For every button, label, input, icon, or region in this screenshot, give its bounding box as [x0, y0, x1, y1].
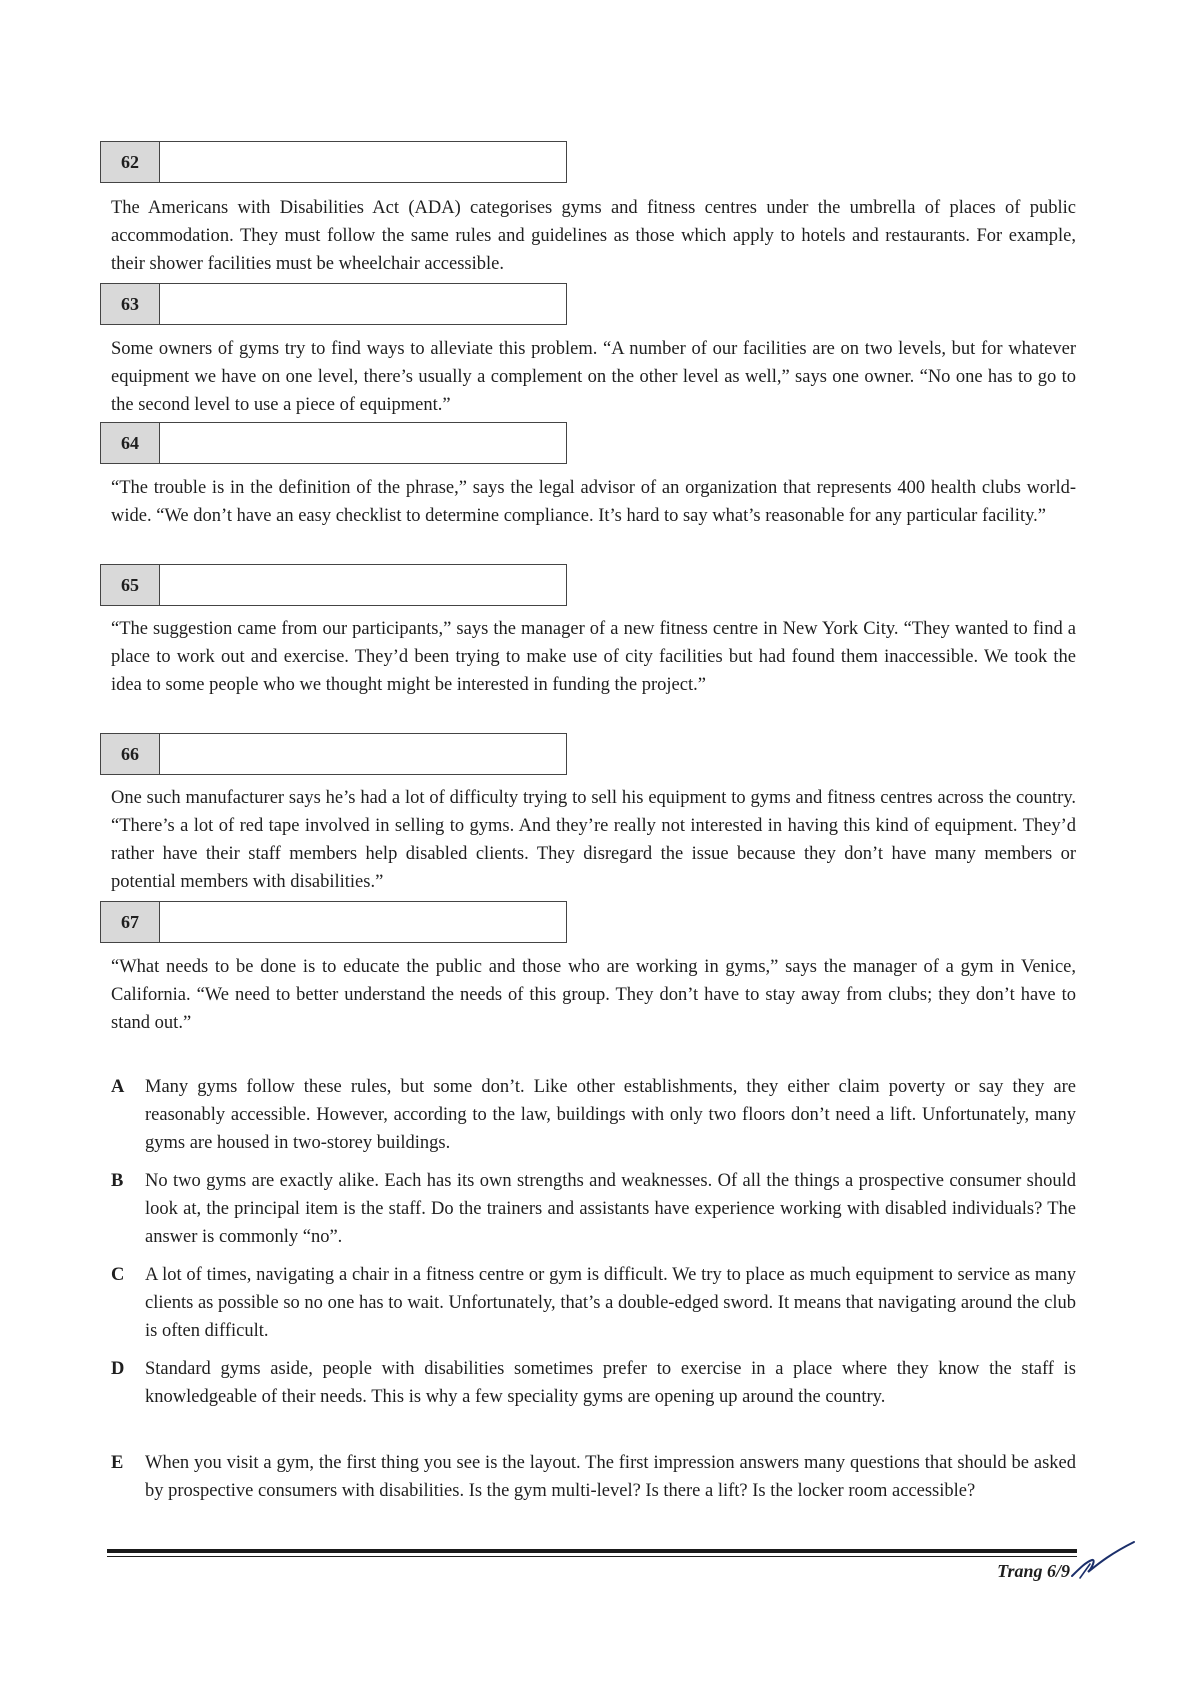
answer-blank[interactable] [160, 284, 566, 324]
option-text: A lot of times, navigating a chair in a fitness centre or gym is difficult. We try to place as much equipment to service as many clients as possible so no one has to wait. Unfortunately, that’s a double-edged sword. It means that navigating around the club is often difficult. [145, 1265, 1076, 1341]
question-number: 65 [101, 565, 160, 605]
footer-rule-thin [107, 1556, 1077, 1557]
gap-65 [100, 564, 567, 606]
gap-63 [100, 283, 567, 325]
signature-icon [1070, 1538, 1136, 1582]
option-letter: C [111, 1265, 125, 1285]
option-letter: D [111, 1359, 125, 1379]
answer-box [100, 422, 567, 464]
option-text: Standard gyms aside, people with disabilities sometimes prefer to exercise in a place where they know the staff is knowledgeable of their needs. This is why a few speciality gyms are opening up around the country. [145, 1359, 1076, 1407]
question-number: 67 [101, 902, 160, 942]
gap-66 [100, 733, 567, 775]
page-number: Trang 6/9 [997, 1561, 1070, 1581]
question-number: 64 [101, 423, 160, 463]
answer-blank[interactable] [160, 902, 566, 942]
question-number: 62 [101, 142, 160, 182]
option-text: Many gyms follow these rules, but some don’t. Like other establishments, they either claim poverty or say they are reasonably accessible. However, according to the law, buildings with only two floors don’t need a lift. Unfortunately, many gyms are housed in two-storey buildings. [145, 1077, 1076, 1153]
answer-blank[interactable] [160, 142, 566, 182]
paragraph-65: “The suggestion came from our participants,” says the manager of a new fitness centre in New York City. “They wanted to find a place to work out and exercise. They’d been trying to make use of city facilities but had found them inaccessible. We took the idea to some people who we thought might be interested in funding the project.” [111, 619, 1076, 695]
answer-blank[interactable] [160, 423, 566, 463]
answer-box [100, 733, 567, 775]
question-number: 63 [101, 284, 160, 324]
paragraph-64: “The trouble is in the definition of the phrase,” says the legal advisor of an organization that represents 400 health clubs world-wide. “We don’t have an easy checklist to determine compliance. It’s hard to say what’s reasonable for any particular facility.” [111, 478, 1076, 526]
option-letter: E [111, 1453, 124, 1473]
answer-box [100, 564, 567, 606]
paragraph-62: The Americans with Disabilities Act (ADA) categorises gyms and fitness centres under the umbrella of places of public accommodation. They must follow the same rules and guidelines as those which apply to hotels and restaurants. For example, their shower facilities must be wheelchair accessible. [111, 198, 1076, 274]
answer-box [100, 141, 567, 183]
footer-rule-thick [107, 1549, 1077, 1553]
answer-blank[interactable] [160, 565, 566, 605]
question-number: 66 [101, 734, 160, 774]
gap-67 [100, 901, 567, 943]
answer-box [100, 283, 567, 325]
answer-blank[interactable] [160, 734, 566, 774]
gap-62 [100, 141, 567, 183]
paragraph-63: Some owners of gyms try to find ways to alleviate this problem. “A number of our facilities are on two levels, but for whatever equipment we have on one level, there’s usually a complement on the other level as well,” says one owner. “No one has to go to the second level to use a piece of equipment.” [111, 339, 1076, 415]
gap-64 [100, 422, 567, 464]
option-letter: B [111, 1171, 124, 1191]
option-letter: A [111, 1077, 125, 1097]
option-text: When you visit a gym, the first thing you see is the layout. The first impression answers many questions that should be asked by prospective consumers with disabilities. Is the gym multi-level? Is there a lift? Is the locker room accessible? [145, 1453, 1076, 1501]
option-text: No two gyms are exactly alike. Each has its own strengths and weaknesses. Of all the things a prospective consumer should look at, the principal item is the staff. Do the trainers and assistants have experience working with disabled individuals? The answer is commonly “no”. [145, 1171, 1076, 1247]
paragraph-66: One such manufacturer says he’s had a lot of difficulty trying to sell his equipment to gyms and fitness centres across the country. “There’s a lot of red tape involved in selling to gyms. And they’re really not interested in having this kind of equipment. They’d rather have their staff members help disabled clients. They disregard the issue because they don’t have many members or potential members with disabilities.” [111, 788, 1076, 892]
answer-box [100, 901, 567, 943]
paragraph-67: “What needs to be done is to educate the public and those who are working in gyms,” says the manager of a gym in Venice, California. “We need to better understand the needs of this group. They don’t have to stay away from clubs; they don’t have to stand out.” [111, 957, 1076, 1033]
